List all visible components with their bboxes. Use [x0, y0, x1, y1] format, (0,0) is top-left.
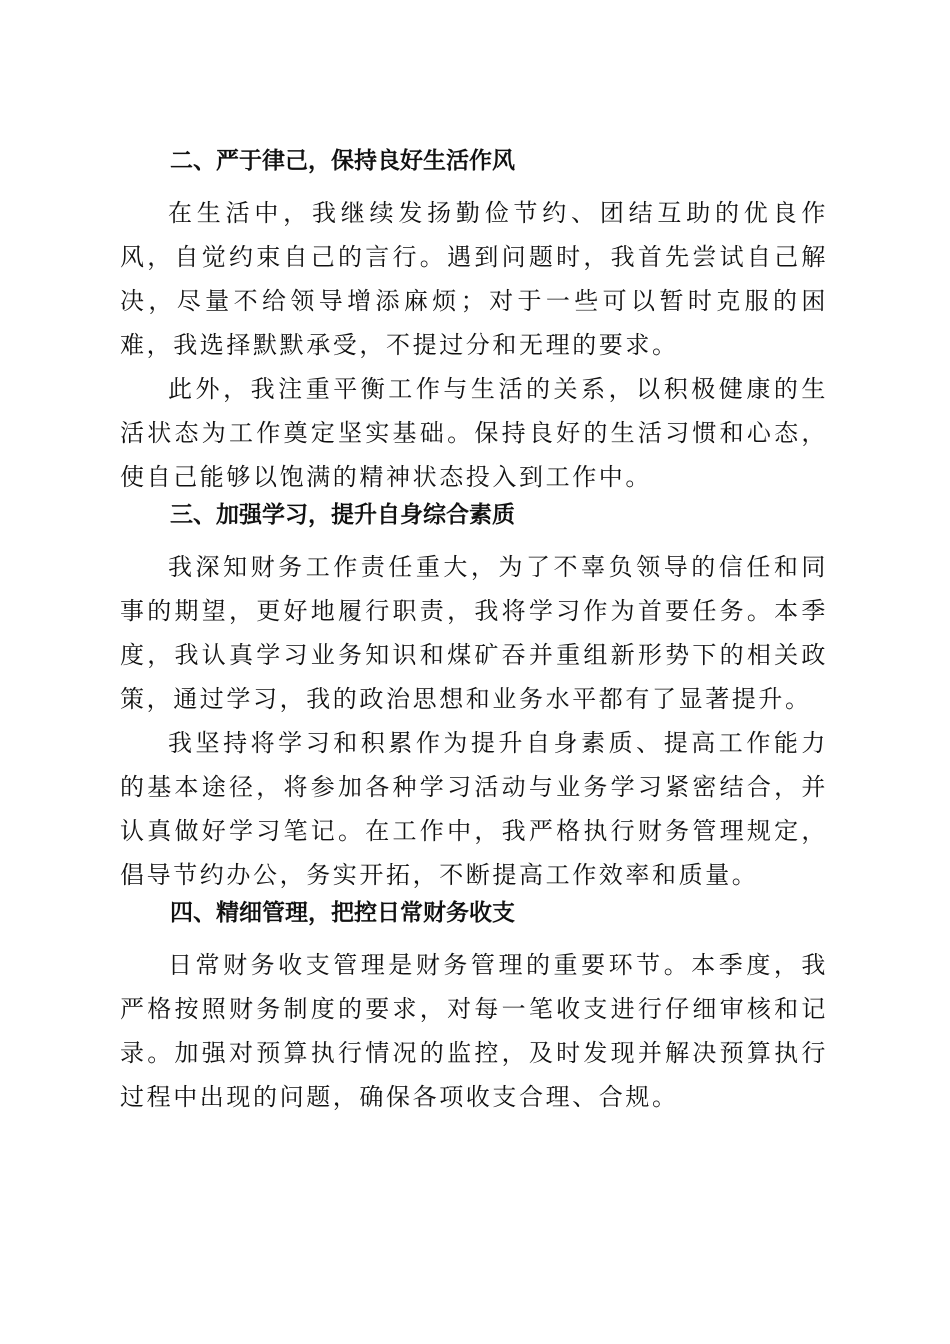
- section-heading: 三、加强学习，提升自身综合素质: [170, 502, 515, 528]
- paragraph: 我坚持将学习和积累作为提升自身素质、提高工作能力的基本途径，将参加各种学习活动与业务学习紧密结合，并认真做好学习笔记。在工作中，我严格执行财务管理规定，倡导节约办公，务实开拓，不断提高工作效率和质量。: [120, 729, 828, 889]
- document-page: [120, 145, 828, 1119]
- paragraph: 我深知财务工作责任重大，为了不辜负领导的信任和同事的期望，更好地履行职责，我将学习作为首要任务。本季度，我认真学习业务知识和煤矿吞并重组新形势下的相关政策，通过学习，我的政治思想和业务水平都有了显著提升。: [120, 553, 828, 713]
- paragraph: 此外，我注重平衡工作与生活的关系，以积极健康的生活状态为工作奠定坚实基础。保持良好的生活习惯和心态，使自己能够以饱满的精神状态投入到工作中。: [120, 375, 828, 491]
- paragraph: 在生活中，我继续发扬勤俭节约、团结互助的优良作风，自觉约束自己的言行。遇到问题时，我首先尝试自己解决，尽量不给领导增添麻烦；对于一些可以暂时克服的困难，我选择默默承受，不提过分和无理的要求。: [120, 199, 828, 359]
- section-heading: 二、严于律己，保持良好生活作风: [170, 148, 515, 174]
- section-financial-management: [120, 897, 828, 1119]
- section-learning: [120, 499, 828, 897]
- paragraph: 日常财务收支管理是财务管理的重要环节。本季度，我严格按照财务制度的要求，对每一笔收支进行仔细审核和记录。加强对预算执行情况的监控，及时发现并解决预算执行过程中出现的问题，确保各项收支合理、合规。: [120, 951, 828, 1111]
- section-lifestyle: [120, 145, 828, 499]
- section-heading: 四、精细管理，把控日常财务收支: [170, 900, 515, 926]
